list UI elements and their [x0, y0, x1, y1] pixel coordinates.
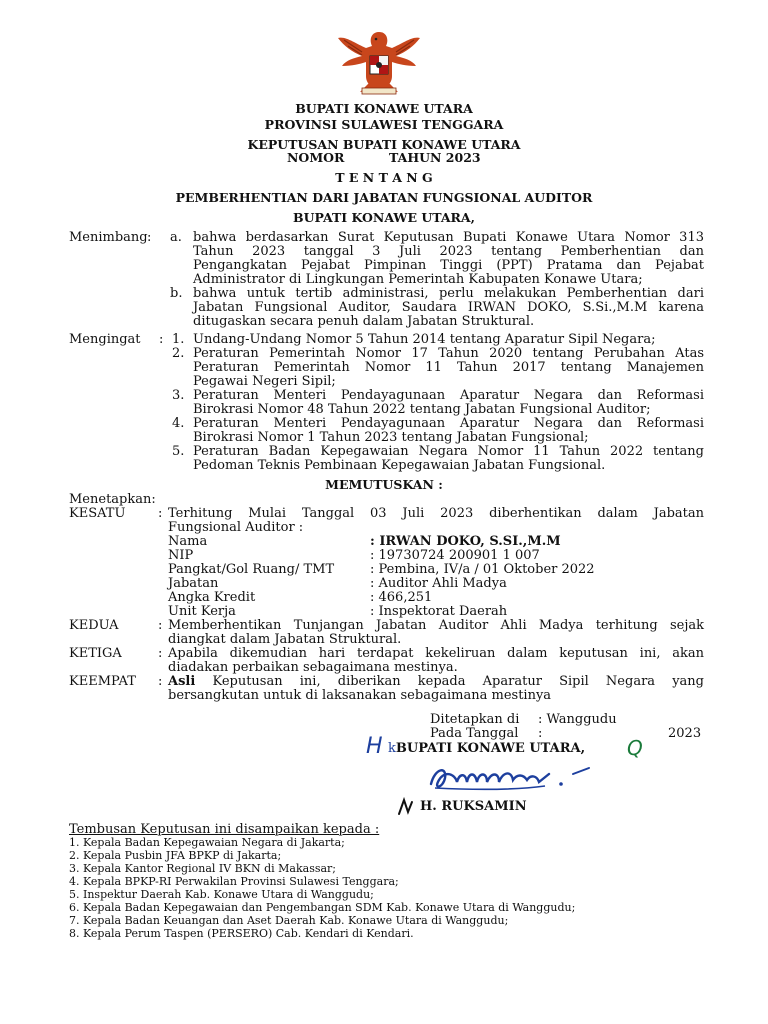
menimbang-a-line: Tahun 2023 tanggal 3 Juli 2023 tentang Pemberhentian dan [193, 244, 704, 259]
kesatu-colon: : [158, 506, 163, 521]
menimbang-b-line: bahwa untuk tertib administrasi, perlu melakukan Pemberhentian dari [193, 286, 704, 301]
menimbang-b-letter: b. [170, 286, 183, 301]
mengingat-line: Peraturan Pemerintah Nomor 17 Tahun 2020 tentang Perubahan Atas [193, 346, 704, 361]
keempat-line: Asli Keputusan ini, diberikan kepada Aparatur Sipil Negara yang [168, 674, 704, 689]
mengingat-line: Pedoman Teknis Pembinaan Kepegawaian Jabatan Fungsional. [193, 458, 606, 473]
mengingat-line: Peraturan Pemerintah Nomor 11 Tahun 2017 tentang Manajemen [193, 360, 704, 375]
menimbang-label: Menimbang [69, 230, 148, 245]
mengingat-line: Birokrasi Nomor 48 Tahun 2022 tentang Jabatan Fungsional Auditor; [193, 402, 651, 417]
signature-office: kBUPATI KONAWE UTARA, [388, 741, 586, 756]
keempat-colon: : [158, 674, 163, 689]
field-value-name: : IRWAN DOKO, S.SI.,M.M [370, 534, 561, 549]
handwritten-signature-icon [425, 760, 595, 796]
keempat-line: bersangkutan untuk di laksanakan sebagaimana mestinya [168, 688, 552, 703]
kedua-colon: : [158, 618, 163, 633]
field-label: NIP [168, 548, 194, 563]
menimbang-b-line: Jabatan Fungsional Auditor, Saudara IRWAN DOKO, S.Si.,M.M karena [193, 300, 704, 315]
mengingat-num: 2. [172, 346, 185, 361]
header-nomor: NOMOR [287, 150, 345, 165]
paraf-mark-icon [396, 796, 414, 818]
tembusan-item: 4. Kepala BPKP-RI Perwakilan Provinsi Sulawesi Tenggara; [69, 875, 399, 888]
tembusan-item: 3. Kepala Kantor Regional IV BKN di Makassar; [69, 862, 337, 875]
mengingat-num: 5. [172, 444, 185, 459]
kesatu-line: Terhitung Mulai Tanggal 03 Juli 2023 diberhentikan dalam Jabatan [168, 506, 704, 521]
menimbang-a-line: bahwa berdasarkan Surat Keputusan Bupati Konawe Utara Nomor 313 [193, 230, 704, 245]
mengingat-label: Mengingat [69, 332, 141, 347]
field-value: : 466,251 [370, 590, 433, 605]
tembusan-item: 1. Kepala Badan Kepegawaian Negara di Jakarta; [69, 836, 345, 849]
ketiga-line: Apabila dikemudian hari terdapat kekeliruan dalam keputusan ini, akan [168, 646, 704, 661]
tembusan-item: 5. Inspektur Daerah Kab. Konawe Utara di Wanggudu; [69, 888, 374, 901]
mengingat-line: Undang-Undang Nomor 5 Tahun 2014 tentang Aparatur Sipil Negara; [193, 332, 656, 347]
kesatu-label: KESATU [69, 506, 126, 521]
field-value: : 19730724 200901 1 007 [370, 548, 540, 563]
mengingat-num: 4. [172, 416, 185, 431]
garuda-emblem-icon [336, 26, 422, 98]
field-label: Pangkat/Gol Ruang/ TMT [168, 562, 335, 577]
keempat-bold-word: Asli [168, 674, 196, 689]
field-value: : Pembina, IV/a / 01 Oktober 2022 [370, 562, 595, 577]
pada-tanggal-colon: : [538, 726, 543, 741]
menimbang-b-line: ditugaskan secara penuh dalam Jabatan Struktural. [193, 314, 535, 329]
kedua-line: diangkat dalam Jabatan Struktural. [168, 632, 402, 647]
mengingat-line: Peraturan Menteri Pendayagunaan Aparatur Negara dan Reformasi [193, 388, 704, 403]
header-tahun: TAHUN 2023 [389, 150, 481, 165]
field-label: Unit Kerja [168, 604, 236, 619]
mengingat-num: 3. [172, 388, 185, 403]
signatory-name: H. RUKSAMIN [420, 799, 527, 814]
ditetapkan-value: : Wanggudu [538, 712, 617, 727]
keempat-label: KEEMPAT [69, 674, 136, 689]
header-province: PROVINSI SULAWESI TENGGARA [264, 117, 504, 132]
tembusan-item: 8. Kepala Perum Taspen (PERSERO) Cab. Kendari di Kendari. [69, 927, 414, 940]
mengingat-num: 1. [172, 332, 185, 347]
paraf-initial-right: Q [627, 736, 643, 760]
pada-tanggal-label: Pada Tanggal [430, 726, 519, 741]
header-regent: BUPATI KONAWE UTARA [295, 101, 473, 116]
mengingat-line: Peraturan Menteri Pendayagunaan Aparatur Negara dan Reformasi [193, 416, 704, 431]
field-label: Jabatan [168, 576, 219, 591]
field-value: : Inspektorat Daerah [370, 604, 508, 619]
tembusan-title: Tembusan Keputusan ini disampaikan kepada : [69, 822, 380, 837]
header-tentang: T E N T A N G [335, 170, 433, 185]
mengingat-line: Pegawai Negeri Sipil; [193, 374, 336, 389]
paraf-initial-left: H [366, 734, 383, 759]
menimbang-colon: : [147, 230, 152, 245]
kedua-label: KEDUA [69, 618, 119, 633]
ketiga-line: diadakan perbaikan sebagaimana mestinya. [168, 660, 458, 675]
menimbang-a-line: Administrator di Lingkungan Pemerintah Kabupaten Konawe Utara; [193, 272, 643, 287]
ketiga-colon: : [158, 646, 163, 661]
tembusan-item: 6. Kepala Badan Kepegawaian dan Pengembangan SDM Kab. Konawe Utara di Wanggudu; [69, 901, 576, 914]
decree-subject: PEMBERHENTIAN DARI JABATAN FUNGSIONAL AUDITOR [175, 190, 593, 205]
menimbang-a-letter: a. [170, 230, 182, 245]
kedua-line: Memberhentikan Tunjangan Jabatan Auditor Ahli Madya terhitung sejak [168, 618, 704, 633]
mengingat-colon: : [159, 332, 164, 347]
mengingat-line: Peraturan Badan Kepegawaian Negara Nomor 11 Tahun 2022 tentang [193, 444, 704, 459]
decree-authority: BUPATI KONAWE UTARA, [293, 210, 475, 225]
mengingat-line: Birokrasi Nomor 1 Tahun 2023 tentang Jabatan Fungsional; [193, 430, 589, 445]
kesatu-line: Fungsional Auditor : [168, 520, 304, 535]
memutuskan-heading: MEMUTUSKAN : [325, 477, 443, 492]
tembusan-item: 2. Kepala Pusbin JFA BPKP di Jakarta; [69, 849, 282, 862]
menetapkan-label: Menetapkan: [69, 492, 156, 507]
tembusan-item: 7. Kepala Badan Keuangan dan Aset Daerah Kab. Konawe Utara di Wanggudu; [69, 914, 509, 927]
pada-tanggal-year: 2023 [668, 726, 702, 741]
field-value: : Auditor Ahli Madya [370, 576, 507, 591]
field-label: Nama [168, 534, 208, 549]
menimbang-a-line: Pengangkatan Pejabat Pimpinan Tinggi (PPT) Pratama dan Pejabat [193, 258, 704, 273]
ketiga-label: KETIGA [69, 646, 122, 661]
ditetapkan-label: Ditetapkan di [430, 712, 520, 727]
field-label: Angka Kredit [168, 590, 256, 605]
header-decree-title: KEPUTUSAN BUPATI KONAWE UTARA [247, 137, 521, 152]
